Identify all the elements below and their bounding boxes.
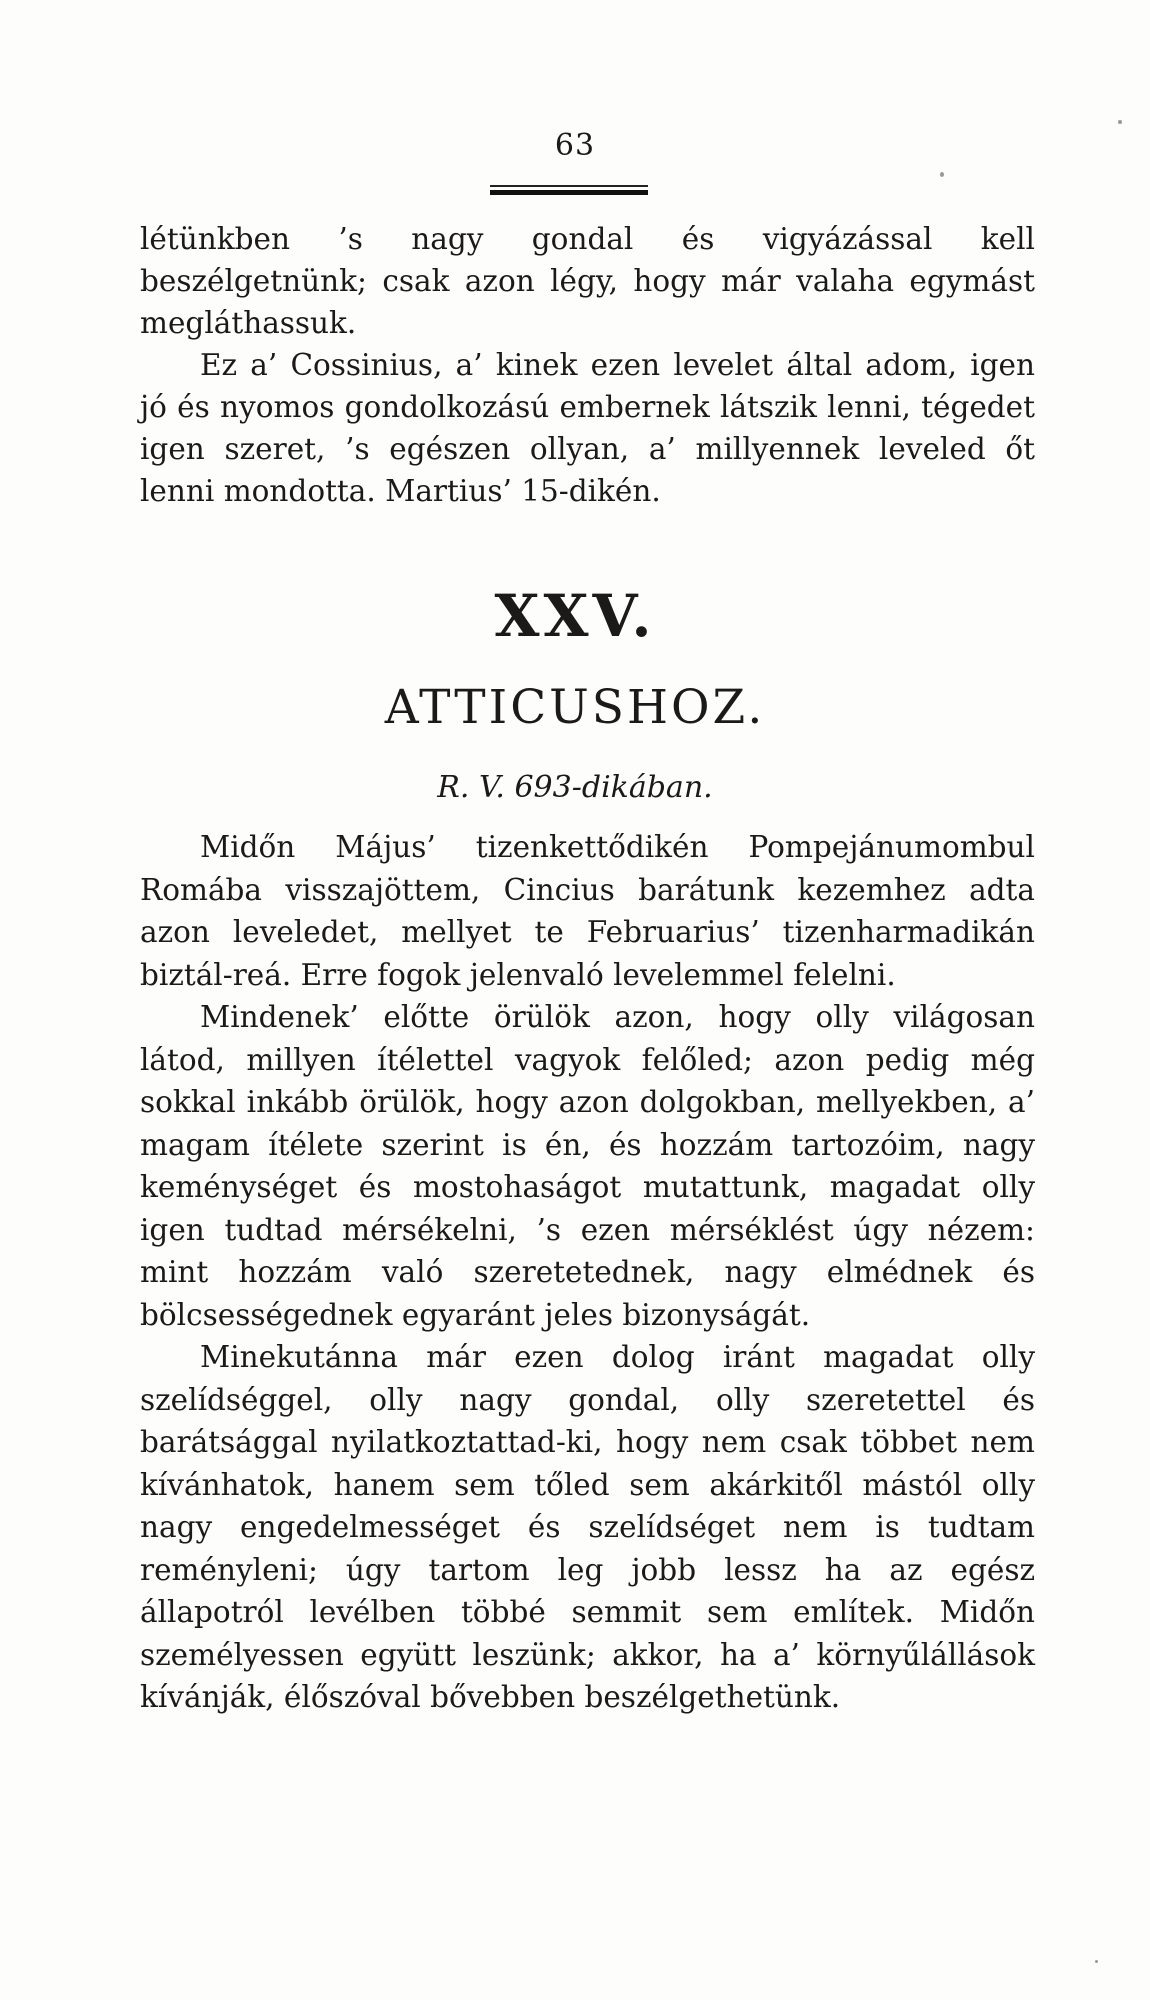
print-speck (940, 172, 944, 177)
main-text-block (140, 826, 1035, 1719)
page-number: 63 (554, 128, 596, 163)
chapter-date-prefix: R. V. (437, 770, 505, 805)
paragraph: létünkben ’s nagy gondal és vigyázással kell beszélgetnünk; csak azon légy, hogy már valaha egymást megláthassuk. (140, 222, 1035, 340)
chapter-date (0, 770, 1150, 805)
chapter-date-suffix: 693-dikában. (514, 770, 713, 805)
paragraph: Mindenek’ előtte örülök azon, hogy olly világosan látod, millyen ítélettel vagyok felőled; azon pedig még sokkal inkább örülök, hogy azon dolgokban, mellyekben, a’ magam ítélete szerint is én, és hozzám tartozóim, nagy keménységet és mostohaságot mutattunk, magadat olly igen tudtad mérsékelni, ’s ezen mérséklést úgy nézem: mint hozzám való szeretetednek, nagy elmédnek és bölcsességednek egyaránt jeles bizonyságát. (140, 1000, 1035, 1332)
chapter-number: XXV. (494, 582, 656, 650)
paragraph: Minekutánna már ezen dolog iránt magadat olly szelídséggel, olly nagy gondal, olly szeretettel és barátsággal nyilatkoztattad-ki, hogy nem csak többet nem kívánhatok, hanem sem tőled sem akárkitől mástól olly nagy engedelmességet és szelídséget nem is tudtam reményleni; úgy tartom leg jobb lessz ha az egész állapotról levélben többé semmit sem említek. Midőn személyessen együtt leszünk; akkor, ha a’ környűlállások kívánják, élőszóval bővebben beszélgethetünk. (140, 1340, 1035, 1714)
paragraph: Midőn Május’ tizenkettődikén Pompejánumombul Romába visszajöttem, Cincius barátunk kezemhez adta azon leveledet, mellyet te Februarius’ tizenharmadikán biztál-reá. Erre fogok jelenvaló levelemmel felelni. (140, 830, 1035, 992)
print-speck (1118, 120, 1122, 124)
top-text-block (140, 218, 1035, 512)
paragraph: Ez a’ Cossinius, a’ kinek ezen levelet által adom, igen jó és nyomos gondolkozású embernek látszik lenni, tégedet igen szeret, ’s egészen ollyan, a’ millyennek leveled őt lenni mondotta. Martius’ 15-dikén. (140, 348, 1035, 508)
chapter-title: ATTICUSHOZ. (384, 680, 766, 735)
print-speck (1095, 1960, 1098, 1963)
header-rule (490, 185, 648, 197)
